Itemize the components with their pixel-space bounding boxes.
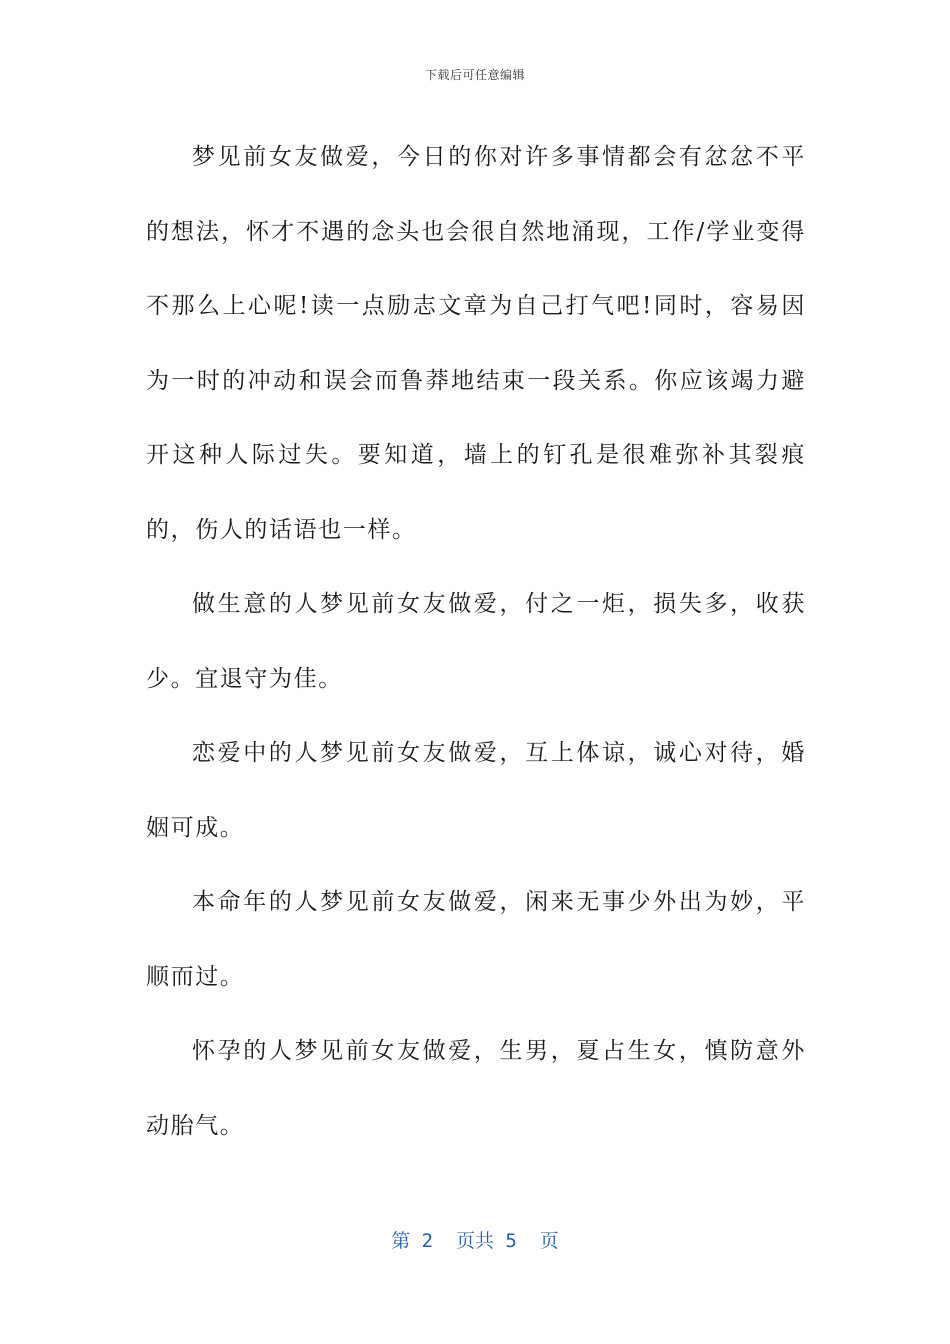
- paragraph: 本命年的人梦见前女友做爱，闲来无事少外出为妙，平顺而过。: [146, 889, 806, 990]
- paragraph: 做生意的人梦见前女友做爱，付之一炬，损失多，收获少。宜退守为佳。: [146, 591, 806, 692]
- page-number-footer: 第 2 页共 5 页: [391, 1230, 559, 1252]
- document-body: [146, 120, 806, 1163]
- paragraph: 恋爱中的人梦见前女友做爱，互上体谅，诚心对待，婚姻可成。: [146, 740, 806, 841]
- paragraph: 梦见前女友做爱，今日的你对许多事情都会有忿忿不平的想法，怀才不遇的念头也会很自然地涌现，工作/学业变得不那么上心呢!读一点励志文章为自己打气吧!同时，容易因为一时的冲动和误会而鲁莽地结束一段关系。你应该竭力避开这种人际过失。要知道，墙上的钉孔是很难弥补其裂痕的，伤人的话语也一样。: [146, 144, 806, 543]
- page-header: 下载后可任意编辑: [424, 68, 525, 82]
- paragraph: 怀孕的人梦见前女友做爱，生男，夏占生女，慎防意外动胎气。: [146, 1038, 806, 1139]
